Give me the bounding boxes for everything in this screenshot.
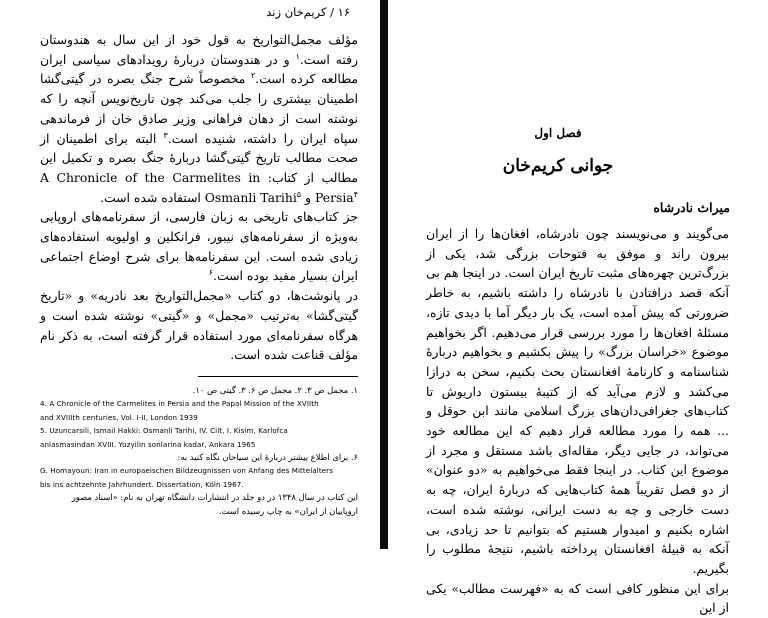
text-run: استفاده شده است. (100, 189, 205, 205)
footnote-line: G. Homayoun: Iran in europaeischen Bildzeugnissen von Anfang des Mittelalters (40, 466, 333, 476)
page-header: ۱۶ / کریم‌خان زند (266, 5, 350, 19)
section-heading: میراث نادرشاه (653, 200, 730, 215)
right-page (388, 0, 768, 616)
left-page (0, 0, 380, 549)
body-paragraph: می‌گویند و می‌نویسند چون نادرشاه، افغان‌ها را از ایران بیرون راند و موفق به فتوحات بزرگی شد، یکی از بزرگ‌ترین چهره‌های مثبت تاریخ ایران است. در اینجا هم بی آنکه قصد درافتادن با نادرشاه را داشته باشیم، به خاطر ضرورتی که پیش آمده است، یک بار دیگر آما با دیدی تازه، مسئلهٔ افغان‌ها را مورد بررسی قرار می‌دهیم. اگر بخواهیم موضوع «خراسان بزرگ» را پیش بکشیم و بخواهیم دربارهٔ شناسنامه و کارنامهٔ افغانستان بحث بکنیم، سخن به درازا می‌کشد و لازم می‌آید که از کتیبهٔ بیستون داریوش تا کتاب‌های جغرافی‌دان‌های بزرگ اسلامی مانند ابن حوقل و ... همه را مورد مطالعه قرار دهیم که این مطالعه خود می‌تواند، در جایی دیگر، مقاله‌ای باشد مستقل و مجرد از موضوع این کتاب. در اینجا فقط می‌خواهیم به «دو عنوان» از دو فصل تقریباً همهٔ کتاب‌هایی که دربارهٔ ایران، چه به دست خارجی و چه به دست ایرانی، نوشته شده است، اشاره بکنیم و امیدوار هستیم که بتوانیم تا حد زیادی، بی آنکه به قبیلهٔ افغانستان پرداخته باشیم، نتیجهٔ مطلوب را بگیریم. (426, 226, 729, 576)
text-run: مؤلف مجمل‌التواریخ به قول خود از این سال به هندوستان رفته است. (40, 32, 358, 67)
text-run: در پانوشت‌ها، دو کتاب «مجمل‌التواریخ بعد نادریه» و «تاریخ گیتی‌گشا» به‌ترتیب «مجمل» و «گیتی» نوشته شده است و هرگاه سفرنامه‌ای مورد استفاده قرار گرفته است، به ذکر نام مؤلف قناعت شده است. (40, 288, 358, 363)
footnote-line: اروپاییان از ایران» به چاپ رسیده است. (218, 505, 358, 516)
footnote-line: ۶. برای اطلاع بیشتر دربارهٔ این سیاحان نگاه کنید به: (177, 452, 358, 463)
footnote-marker: ۳ (163, 130, 168, 140)
footnotes (40, 384, 358, 518)
text-run: مخصوصاً شرح جنگ بصره در گیتی‌گشا اطمینان بیشتری را جلب می‌کند چون تاریخ‌نویس آنچه را که نوشته است از دهان فراهانی وزیر صادق خان از فرماندهی سپاه ایران را داشته، شنیده است. (40, 71, 358, 146)
body-paragraph (40, 286, 358, 365)
footnote-line: and XVIIIth centuries, Vol. I-II, London 1939 (40, 412, 198, 422)
footnote-marker: ۲ (250, 71, 256, 81)
body-paragraph (40, 30, 358, 207)
left-body-text (40, 30, 358, 365)
footnote-marker: ۱ (295, 51, 300, 61)
chapter-label: فصل اول (534, 126, 582, 140)
footnote-marker: ۶ (208, 268, 214, 278)
text-run: جز کتاب‌های تاریخی به زبان فارسی، از سفرنامه‌های اروپایی به‌ویژه از سفرنامه‌های نیبور، فرانکلین و اولیویه استفاده‌های زیادی شده است. این سفرنامه‌ها برای شرح اوضاع اجتماعی ایران بسیار مفید بوده است. (40, 209, 358, 284)
footnote-line: این کتاب در سال ۱۳۴۸ در دو جلد در انتشارات دانشگاه تهران به نام: «اسناد مصور (71, 492, 358, 503)
text-run: و در هندوستان دربارهٔ رویدادهای سیاسی ایران مطالعه کرده است. (40, 51, 358, 87)
footnote-line: 4. A Chronicle of the Carmelites in Persia and the Papal Mission of the XVIIth (40, 399, 319, 409)
body-paragraph: برای این منظور کافی است که به «فهرست مطالب» یکی از این (426, 580, 729, 616)
body-paragraph (40, 207, 358, 286)
footnote-marker: ۴ (353, 189, 358, 199)
text-run: و Osmanli Tarihi (204, 189, 315, 205)
footnote-marker: ۵ (296, 189, 302, 199)
page-gutter (380, 0, 388, 549)
footnote-line: bis ins achtzehnte Jahrhundert. Dissertation, Köln 1967. (40, 479, 244, 489)
text-run: البته برای اطمینان از صحت مطالب تاریخ گیتی‌گشا دربارهٔ جنگ بصره و تکمیل این مطالب از کتاب: A Chronicle of the Carmelites in Persia (40, 130, 358, 205)
footnote-line: 5. Uzuncarsili, Ismail Hakki: Osmanli Tarihi, IV. Cilt, I. Kisim, Karlofca (40, 426, 288, 436)
right-body-text (426, 224, 729, 618)
footnote-line: anlasmasindan XVIII. Yuzyilin sonlarina kadar, Ankara 1965 (40, 439, 256, 449)
footnote-divider (198, 376, 358, 377)
chapter-title: جوانی کریم‌خان (502, 156, 614, 176)
footnote-line: ۱. مجمل ص ۳. ۲. مجمل ص ۶. ۳. گیتی ص ۱۰. (192, 385, 358, 395)
